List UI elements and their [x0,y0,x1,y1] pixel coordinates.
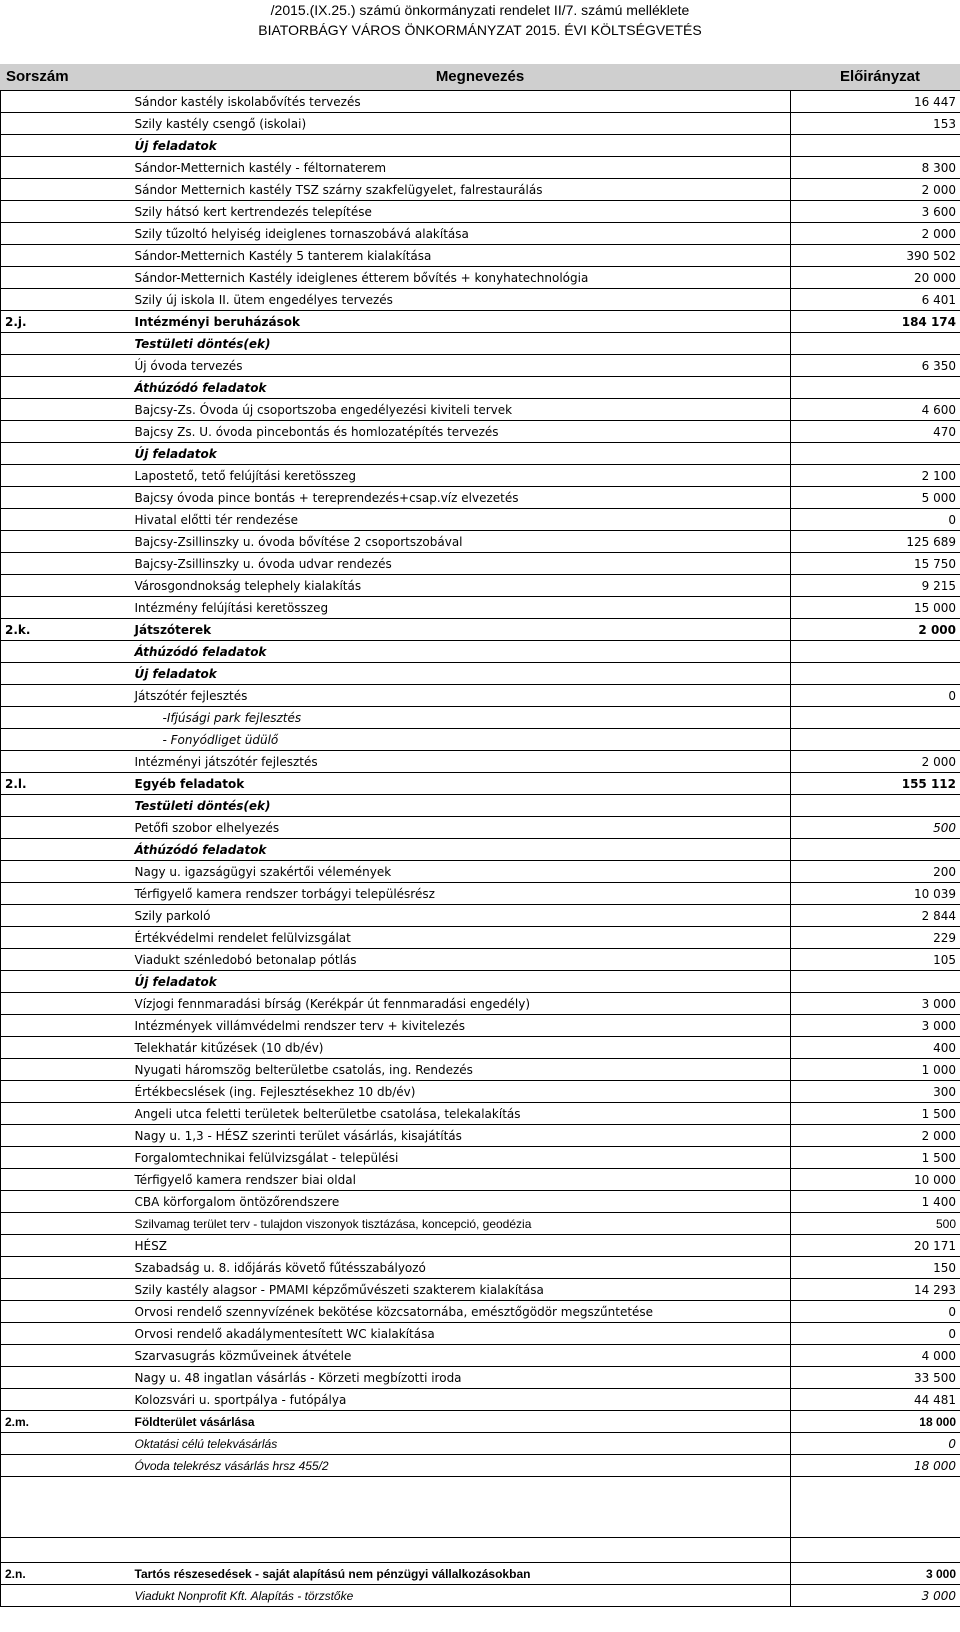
table-row [1,91,960,113]
row-code [1,1213,131,1235]
row-code [1,1279,131,1301]
row-name: Kolozsvári u. sportpálya - futópálya [131,1389,791,1411]
table-row [1,927,960,949]
row-amount: 33 500 [791,1367,960,1389]
row-amount: 1 500 [791,1103,960,1125]
row-amount: 390 502 [791,245,960,267]
row-name: Szarvasugrás közműveinek átvétele [131,1345,791,1367]
row-name: Telekhatár kitűzések (10 db/év) [131,1037,791,1059]
row-name: Áthúzódó feladatok [131,839,791,861]
row-name: Áthúzódó feladatok [131,641,791,663]
row-code [1,267,131,289]
row-name: Szily tűzoltó helyiség ideiglenes tornaszobává alakítása [131,223,791,245]
table-row [1,267,960,289]
column-header-megnevezes: Megnevezés [435,68,525,85]
table-row [1,509,960,531]
row-amount: 4 600 [791,399,960,421]
row-amount: 2 000 [791,1125,960,1147]
table-row [1,245,960,267]
row-code [1,1433,131,1455]
table-row [1,1169,960,1191]
table-row [1,993,960,1015]
row-name: Városgondnokság telephely kialakítás [131,575,791,597]
table-row [1,1081,960,1103]
table-row [1,135,960,157]
table-row [1,399,960,421]
table-row [1,1477,960,1538]
table-row [1,465,960,487]
row-amount [791,729,960,751]
table-row [1,751,960,773]
row-name: Tartós részesedések - saját alapítású nem pénzügyi vállalkozásokban [131,1563,791,1585]
budget-table [0,90,960,1607]
row-code [1,663,131,685]
row-name: Értékvédelmi rendelet felülvizsgálat [131,927,791,949]
row-code [1,729,131,751]
row-name: Szily parkoló [131,905,791,927]
row-code [1,1345,131,1367]
row-name: Nyugati háromszög belterületbe csatolás, ing. Rendezés [131,1059,791,1081]
row-amount: 15 750 [791,553,960,575]
row-amount: 3 000 [791,1585,960,1607]
table-row [1,1213,960,1235]
section-row [1,773,960,795]
row-code [1,993,131,1015]
table-row [1,1059,960,1081]
row-code [1,377,131,399]
table-row [1,1367,960,1389]
row-code [1,1301,131,1323]
row-amount: 400 [791,1037,960,1059]
row-name: Orvosi rendelő szennyvízének bekötése közcsatornába, emésztőgödör megszűntetése [131,1301,791,1323]
row-amount: 8 300 [791,157,960,179]
row-name: Intézményi beruházások [131,311,791,333]
row-name: Óvoda telekrész vásárlás hrsz 455/2 [131,1455,791,1477]
row-code [1,1455,131,1477]
row-name: Sándor kastély iskolabővítés tervezés [131,91,791,113]
row-code [1,333,131,355]
table-row [1,1585,960,1607]
row-code [1,1367,131,1389]
row-amount: 10 000 [791,1169,960,1191]
row-name: Új feladatok [131,443,791,465]
row-name [131,1538,791,1563]
row-code [1,751,131,773]
table-row [1,1389,960,1411]
row-name: Új feladatok [131,663,791,685]
row-name: Bajcsy-Zsillinszky u. óvoda udvar rendezés [131,553,791,575]
table-row [1,839,960,861]
column-header-bar [0,64,960,90]
row-amount: 2 000 [791,619,960,641]
table-row [1,861,960,883]
row-code [1,861,131,883]
row-amount [791,1477,960,1538]
row-name: Testületi döntés(ek) [131,795,791,817]
row-code [1,641,131,663]
row-code [1,135,131,157]
table-row [1,487,960,509]
row-amount: 3 000 [791,1015,960,1037]
row-name: Szily új iskola II. ütem engedélyes tervezés [131,289,791,311]
table-row [1,421,960,443]
row-code [1,487,131,509]
table-row [1,795,960,817]
row-amount [791,1538,960,1563]
row-amount [791,443,960,465]
row-amount: 1 500 [791,1147,960,1169]
row-amount: 0 [791,1323,960,1345]
table-row [1,707,960,729]
row-amount: 20 171 [791,1235,960,1257]
table-row [1,1257,960,1279]
row-name: Sándor-Metternich Kastély ideiglenes étterem bővítés + konyhatechnológia [131,267,791,289]
row-name: Nagy u. 48 ingatlan vásárlás - Körzeti megbízotti iroda [131,1367,791,1389]
row-name: Térfigyelő kamera rendszer torbágyi településrész [131,883,791,905]
table-row [1,971,960,993]
row-amount: 155 112 [791,773,960,795]
table-row [1,1125,960,1147]
table-row [1,355,960,377]
row-name: Áthúzódó feladatok [131,377,791,399]
row-name: CBA körforgalom öntözőrendszere [131,1191,791,1213]
row-name: Új óvoda tervezés [131,355,791,377]
row-amount [791,971,960,993]
row-amount [791,135,960,157]
row-name: Földterület vásárlása [131,1411,791,1433]
row-code [1,1538,131,1563]
row-code [1,1323,131,1345]
table-row [1,1037,960,1059]
table-row [1,685,960,707]
row-name: Szily kastély alagsor - PMAMI képzőművészeti szakterem kialakítása [131,1279,791,1301]
row-amount: 18 000 [791,1455,960,1477]
row-amount: 2 000 [791,223,960,245]
row-amount: 9 215 [791,575,960,597]
decree-title: /2015.(IX.25.) számú önkormányzati rendelet II/7. számú melléklete [270,2,690,18]
column-header-sorszam: Sorszám [6,68,69,85]
row-amount: 3 000 [791,993,960,1015]
row-amount: 3 000 [791,1563,960,1585]
row-code [1,443,131,465]
row-amount: 0 [791,509,960,531]
row-amount: 18 000 [791,1411,960,1433]
row-code [1,509,131,531]
row-amount: 150 [791,1257,960,1279]
row-code [1,289,131,311]
row-name: Szabadság u. 8. időjárás követő fűtésszabályozó [131,1257,791,1279]
row-amount: 10 039 [791,883,960,905]
table-row [1,1103,960,1125]
row-code [1,905,131,927]
row-name: Petőfi szobor elhelyezés [131,817,791,839]
row-code [1,707,131,729]
row-name: Szily hátsó kert kertrendezés telepítése [131,201,791,223]
row-code: 2.n. [1,1563,131,1585]
row-code [1,91,131,113]
row-code [1,465,131,487]
row-code [1,575,131,597]
row-name: Sándor-Metternich kastély - féltornaterem [131,157,791,179]
table-row [1,575,960,597]
table-row [1,949,960,971]
row-amount [791,707,960,729]
row-name: Egyéb feladatok [131,773,791,795]
row-amount: 6 401 [791,289,960,311]
row-amount: 4 000 [791,1345,960,1367]
row-name: Intézmények villámvédelmi rendszer terv + kivitelezés [131,1015,791,1037]
row-amount: 200 [791,861,960,883]
row-name: Bajcsy-Zs. Óvoda új csoportszoba engedélyezési kiviteli tervek [131,399,791,421]
section-row [1,1411,960,1433]
row-name [131,1477,791,1538]
row-code [1,1169,131,1191]
table-row [1,179,960,201]
row-name: Értékbecslések (ing. Fejlesztésekhez 10 db/év) [131,1081,791,1103]
row-amount: 2 100 [791,465,960,487]
table-row [1,1015,960,1037]
budget-title: BIATORBÁGY VÁROS ÖNKORMÁNYZAT 2015. ÉVI KÖLTSÉGVETÉS [258,22,702,38]
row-code [1,113,131,135]
row-amount [791,377,960,399]
row-code [1,553,131,575]
row-code [1,223,131,245]
table-row [1,1235,960,1257]
row-name: Sándor Metternich kastély TSZ szárny szakfelügyelet, falrestaurálás [131,179,791,201]
row-name: Játszótér fejlesztés [131,685,791,707]
row-code [1,1037,131,1059]
row-name: Bajcsy-Zsillinszky u. óvoda bővítése 2 csoportszobával [131,531,791,553]
row-name: Testületi döntés(ek) [131,333,791,355]
row-amount: 20 000 [791,267,960,289]
row-name: Intézményi játszótér fejlesztés [131,751,791,773]
row-amount [791,333,960,355]
table-row [1,1345,960,1367]
row-amount: 3 600 [791,201,960,223]
table-row [1,157,960,179]
row-amount: 470 [791,421,960,443]
row-name: Új feladatok [131,971,791,993]
row-amount: 16 447 [791,91,960,113]
row-code [1,355,131,377]
row-code [1,1015,131,1037]
row-name: Angeli utca feletti területek belterületbe csatolása, telekalakítás [131,1103,791,1125]
table-row [1,289,960,311]
column-header-eloiranyzat: Előirányzat [839,68,920,85]
row-name: Sándor-Metternich Kastély 5 tanterem kialakítása [131,245,791,267]
row-amount: 1 400 [791,1191,960,1213]
row-code: 2.j. [1,311,131,333]
row-code [1,245,131,267]
row-name: Intézmény felújítási keretösszeg [131,597,791,619]
table-row [1,883,960,905]
table-row [1,1433,960,1455]
row-code [1,1081,131,1103]
row-code [1,795,131,817]
section-row [1,311,960,333]
row-code: 2.l. [1,773,131,795]
section-row [1,1563,960,1585]
row-amount: 153 [791,113,960,135]
table-row [1,1455,960,1477]
row-name: Új feladatok [131,135,791,157]
row-amount: 500 [791,1213,960,1235]
table-row [1,333,960,355]
row-amount: 0 [791,1301,960,1323]
row-name: Bajcsy óvoda pince bontás + tereprendezés+csap.víz elvezetés [131,487,791,509]
row-name: Szilvamag terület terv - tulajdon viszonyok tisztázása, koncepció, geodézia [131,1213,791,1235]
table-row [1,905,960,927]
row-name: Bajcsy Zs. U. óvoda pincebontás és homlozatépítés tervezés [131,421,791,443]
row-amount: 2 000 [791,179,960,201]
table-row [1,1191,960,1213]
table-row [1,663,960,685]
row-code [1,201,131,223]
row-name: Játszóterek [131,619,791,641]
table-row [1,113,960,135]
row-code [1,1125,131,1147]
row-name: Viadukt szénledobó betonalap pótlás [131,949,791,971]
row-amount: 5 000 [791,487,960,509]
row-amount: 2 844 [791,905,960,927]
row-code [1,399,131,421]
row-amount [791,641,960,663]
row-code [1,1191,131,1213]
row-code [1,1257,131,1279]
table-row [1,817,960,839]
row-code [1,1585,131,1607]
row-code [1,1103,131,1125]
row-name: Vízjogi fennmaradási bírság (Kerékpár út fennmaradási engedély) [131,993,791,1015]
row-code: 2.k. [1,619,131,641]
row-amount: 6 350 [791,355,960,377]
row-code [1,1147,131,1169]
table-row [1,1301,960,1323]
row-name: Orvosi rendelő akadálymentesített WC kialakítása [131,1323,791,1345]
row-amount: 229 [791,927,960,949]
table-row [1,1147,960,1169]
table-row [1,597,960,619]
row-amount: 0 [791,1433,960,1455]
row-amount: 0 [791,685,960,707]
row-code [1,949,131,971]
row-amount [791,795,960,817]
row-code [1,883,131,905]
table-row [1,641,960,663]
row-amount: 125 689 [791,531,960,553]
row-amount: 300 [791,1081,960,1103]
row-code [1,971,131,993]
table-row [1,201,960,223]
section-row [1,619,960,641]
table-row [1,1323,960,1345]
row-amount [791,663,960,685]
row-name: Szily kastély csengő (iskolai) [131,113,791,135]
row-code [1,421,131,443]
row-name: Forgalomtechnikai felülvizsgálat - települési [131,1147,791,1169]
row-amount: 15 000 [791,597,960,619]
table-row [1,531,960,553]
row-amount: 44 481 [791,1389,960,1411]
row-amount: 2 000 [791,751,960,773]
row-name: HÉSZ [131,1235,791,1257]
row-code [1,1059,131,1081]
row-name: - Fonyódliget üdülő [131,729,791,751]
row-name: Oktatási célú telekvásárlás [131,1433,791,1455]
row-amount: 184 174 [791,311,960,333]
row-name: Térfigyelő kamera rendszer biai oldal [131,1169,791,1191]
table-row [1,553,960,575]
row-amount: 1 000 [791,1059,960,1081]
row-name: Viadukt Nonprofit Kft. Alapítás - törzstőke [131,1585,791,1607]
row-amount: 14 293 [791,1279,960,1301]
row-name: -Ifjúsági park fejlesztés [131,707,791,729]
row-name: Hivatal előtti tér rendezése [131,509,791,531]
table-row [1,223,960,245]
row-amount: 105 [791,949,960,971]
row-code [1,817,131,839]
row-code [1,839,131,861]
row-code [1,1389,131,1411]
table-row [1,729,960,751]
row-amount: 500 [791,817,960,839]
table-row [1,1279,960,1301]
row-name: Nagy u. 1,3 - HÉSZ szerinti terület vásárlás, kisajátítás [131,1125,791,1147]
table-row [1,443,960,465]
row-code [1,531,131,553]
row-code: 2.m. [1,1411,131,1433]
row-code [1,157,131,179]
row-code [1,597,131,619]
row-code [1,1477,131,1538]
row-code [1,685,131,707]
table-row [1,377,960,399]
row-name: Nagy u. igazságügyi szakértői vélemények [131,861,791,883]
table-row [1,1538,960,1563]
row-amount [791,839,960,861]
row-code [1,1235,131,1257]
row-name: Lapostető, tető felújítási keretösszeg [131,465,791,487]
row-code [1,927,131,949]
row-code [1,179,131,201]
